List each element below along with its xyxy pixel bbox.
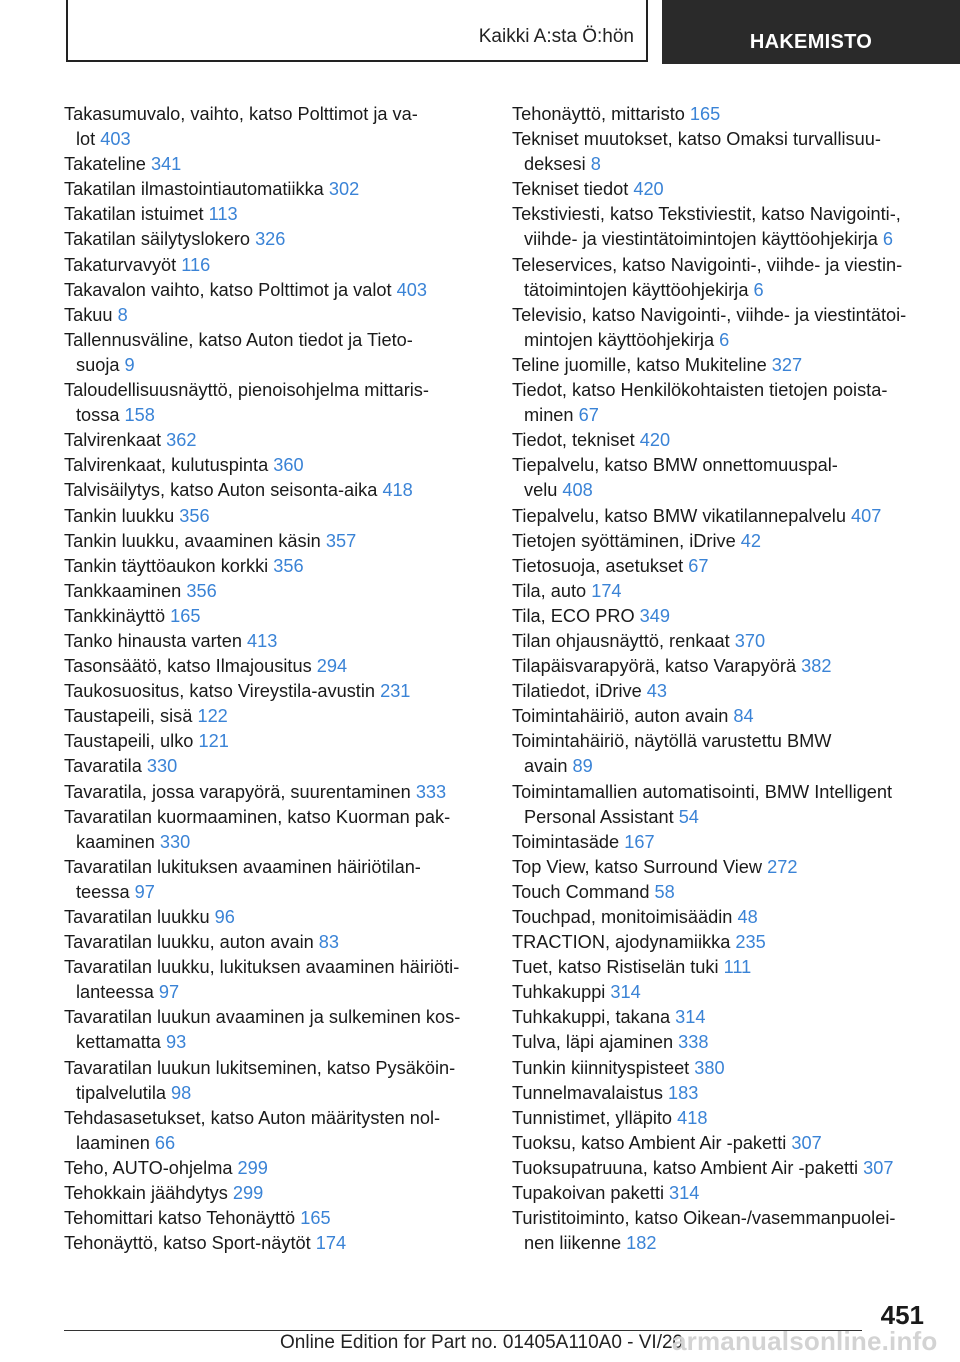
index-entry	[64, 227, 484, 252]
watermark: armanualsonline.info	[672, 1326, 938, 1356]
entry-text: avain	[524, 756, 573, 777]
index-entry	[512, 529, 932, 554]
page-link[interactable]: 84	[733, 706, 754, 727]
index-entry	[64, 629, 484, 654]
page-link[interactable]: 413	[247, 630, 278, 651]
page-link[interactable]: 48	[737, 907, 758, 927]
entry-text: Takatilan ilmastointiautomatiikka	[64, 179, 329, 200]
page-link[interactable]: 333	[415, 781, 447, 802]
entry-text: tossa	[76, 405, 125, 426]
page-link[interactable]: 338	[678, 1032, 709, 1053]
entry-text: tipalvelutila	[76, 1082, 172, 1103]
index-entry	[64, 955, 484, 1005]
page-link[interactable]: 370	[734, 630, 766, 651]
page-link[interactable]: 167	[624, 831, 655, 852]
entry-text: Tiepalvelu, katso BMW vikatilannepalvelu	[512, 505, 851, 526]
page-link[interactable]: 42	[740, 530, 762, 551]
index-entry	[512, 428, 932, 453]
index-entry	[512, 1106, 932, 1131]
entry-text: Tekniset tiedot	[512, 179, 634, 200]
page-link[interactable]: 97	[158, 982, 180, 1003]
entry-text: Tila, ECO PRO	[512, 605, 640, 626]
page-link[interactable]: 418	[677, 1107, 708, 1128]
index-entry	[64, 754, 484, 779]
entry-text: Tehonäyttö, mittaristo	[512, 104, 690, 124]
entry-text: Toimintasäde	[512, 831, 625, 852]
index-entry	[64, 428, 484, 453]
page-link[interactable]: 67	[578, 405, 599, 426]
index-entry	[64, 654, 484, 679]
index-entry	[64, 729, 484, 754]
page-link[interactable]: 43	[646, 681, 667, 702]
entry-text: Toimintamallien automatisointi, BMW Intelligent	[512, 781, 893, 802]
page-link[interactable]: 9	[124, 354, 135, 375]
page-link[interactable]: 299	[237, 1157, 268, 1178]
index-entry	[512, 830, 932, 855]
page-link[interactable]: 382	[801, 656, 832, 677]
index-entry	[64, 579, 484, 604]
entry-text: Tekniset muutokset, katso Omaksi turvallisuu-	[512, 129, 881, 150]
entry-text: Top View, katso Surround View	[512, 856, 768, 877]
page-link[interactable]: 67	[688, 555, 709, 576]
index-entry	[512, 554, 932, 579]
entry-text: Tunkin kiinnityspisteet	[512, 1057, 695, 1078]
index-entry	[512, 504, 932, 529]
entry-text: Toimintahäiriö, auton avain	[512, 706, 734, 727]
index-entry	[64, 1056, 484, 1106]
entry-text: Tehonäyttö, katso Sport-näytöt	[64, 1233, 316, 1254]
index-entry	[512, 177, 932, 202]
index-entry	[512, 1131, 932, 1156]
entry-text: Tiedot, katso Henkilökohtaisten tietojen poista-	[512, 380, 888, 401]
page-link[interactable]: 307	[791, 1132, 822, 1153]
entry-text: Talvirenkaat	[64, 430, 167, 451]
index-entry	[64, 504, 484, 529]
entry-text: deksesi	[524, 154, 591, 175]
entry-text: Tekstiviesti, katso Tekstiviestit, katso Navigointi-,	[512, 204, 901, 225]
index-entry	[512, 253, 932, 303]
page-link[interactable]: 58	[654, 881, 675, 902]
page-link[interactable]: 8	[117, 304, 128, 325]
entry-text: Tavaratilan luukku, lukituksen avaaminen häiriöti-	[64, 957, 460, 978]
entry-text: lot	[76, 129, 101, 150]
page-header	[0, 0, 960, 66]
index-entry	[64, 152, 484, 177]
index-entry	[64, 1206, 484, 1231]
entry-text: Takuu	[64, 304, 118, 325]
entry-text: nen liikenne	[524, 1233, 627, 1254]
entry-text: laaminen	[76, 1132, 155, 1153]
entry-text: Tietosuoja, asetukset	[512, 555, 689, 576]
index-entry	[512, 127, 932, 177]
page-link[interactable]: 349	[639, 605, 671, 626]
entry-text: Personal Assistant	[524, 806, 679, 827]
index-entry	[512, 1081, 932, 1106]
entry-text: Tankin luukku	[64, 505, 180, 526]
entry-text: Tankkaaminen	[64, 580, 187, 601]
index-entry	[64, 278, 484, 303]
page-link[interactable]: 66	[154, 1132, 176, 1153]
index-entry	[64, 1156, 484, 1181]
page-link[interactable]: 299	[232, 1183, 264, 1204]
entry-text: Takateline	[64, 154, 151, 175]
page-link[interactable]: 6	[719, 329, 730, 350]
entry-text: Teho, AUTO-ohjelma	[64, 1157, 238, 1178]
entry-text: Tavaratila	[64, 756, 147, 777]
index-entry	[512, 1030, 932, 1055]
index-entry	[64, 177, 484, 202]
entry-text: Takatilan istuimet	[64, 204, 209, 225]
entry-text: lanteessa	[76, 982, 159, 1003]
entry-text: Tiedot, tekniset	[512, 430, 640, 451]
page-link[interactable]: 408	[562, 480, 593, 501]
index-entry	[64, 679, 484, 704]
index-entry	[512, 729, 932, 779]
index-entry	[64, 303, 484, 328]
index-entry	[512, 629, 932, 654]
page-link[interactable]: 362	[166, 430, 197, 451]
page-link[interactable]: 111	[723, 957, 752, 978]
index-entry	[64, 780, 484, 805]
entry-text: viihde- ja viestintätoimintojen käyttöohjekirja	[524, 229, 883, 250]
index-entry	[64, 478, 484, 503]
entry-text: mintojen käyttöohjekirja	[524, 329, 720, 350]
page-link[interactable]: 341	[150, 154, 182, 175]
entry-text: Tavaratilan kuormaaminen, katso Kuorman pak-	[64, 806, 451, 827]
index-entry	[512, 102, 932, 127]
entry-text: Takavalon vaihto, katso Polttimot ja valot	[64, 279, 397, 300]
entry-text: TRACTION, ajodynamiikka	[512, 932, 736, 953]
index-entry	[64, 704, 484, 729]
page-link[interactable]: 326	[255, 229, 286, 250]
entry-text: Tulva, läpi ajaminen	[512, 1032, 679, 1053]
index-entry	[64, 1106, 484, 1156]
index-entry	[512, 353, 932, 378]
entry-text: suoja	[76, 354, 125, 375]
index-entry	[512, 202, 932, 252]
index-entry	[64, 930, 484, 955]
index-entry	[512, 780, 932, 830]
index-entry	[64, 604, 484, 629]
entry-text: Turistitoiminto, katso Oikean-/vasemmanpuolei-	[512, 1208, 896, 1229]
page-link[interactable]: 307	[863, 1157, 894, 1178]
index-entry	[64, 102, 484, 152]
page-link[interactable]: 314	[669, 1183, 700, 1204]
entry-text: Tuoksu, katso Ambient Air -paketti	[512, 1132, 792, 1153]
entry-text: Tilatiedot, iDrive	[512, 681, 647, 702]
index-entry	[512, 303, 932, 353]
entry-text: Touch Command	[512, 881, 655, 902]
page-link[interactable]: 231	[380, 681, 411, 702]
page-link[interactable]: 182	[626, 1233, 657, 1254]
page-number: 451	[880, 1300, 924, 1330]
section-label: Kaikki A:sta Ö:hön	[478, 26, 634, 47]
index-entry	[512, 1181, 932, 1206]
page-link[interactable]: 330	[146, 756, 178, 777]
index-entry	[512, 930, 932, 955]
page-link[interactable]: 174	[591, 580, 622, 601]
page-link[interactable]: 174	[315, 1233, 347, 1254]
entry-text: Tunnistimet, ylläpito	[512, 1107, 678, 1128]
entry-text: Tilan ohjausnäyttö, renkaat	[512, 630, 735, 651]
page-link[interactable]: 357	[325, 530, 357, 551]
page-link[interactable]: 121	[198, 731, 229, 752]
page-link[interactable]: 418	[382, 480, 413, 501]
entry-text: Taukosuositus, katso Vireystila-avustin	[64, 681, 381, 702]
index-column-right	[512, 102, 932, 1256]
entry-text: kaaminen	[76, 831, 160, 852]
page-link[interactable]: 314	[610, 982, 641, 1003]
entry-text: Tehomittari katso Tehonäyttö	[64, 1208, 301, 1229]
page-link[interactable]: 165	[689, 104, 721, 124]
page-link[interactable]: 420	[633, 179, 664, 200]
entry-text: Tankin täyttöaukon korkki	[64, 555, 274, 576]
page-link[interactable]: 235	[735, 932, 766, 953]
page-link[interactable]: 89	[572, 756, 593, 777]
index-entry	[64, 905, 484, 930]
index-column-left	[64, 102, 484, 1256]
page-link[interactable]: 122	[197, 706, 228, 727]
entry-text: Tehokkain jäähdytys	[64, 1183, 233, 1204]
index-entry	[64, 1181, 484, 1206]
index-entry	[512, 955, 932, 980]
index-entry	[64, 453, 484, 478]
index-entry	[64, 855, 484, 905]
entry-text: tätoimintojen käyttöohjekirja	[524, 279, 754, 300]
entry-text: Tila, auto	[512, 580, 592, 601]
section-tab[interactable]	[66, 0, 648, 62]
page-link[interactable]: 360	[273, 455, 304, 476]
index-entry	[64, 1005, 484, 1055]
page-link[interactable]: 407	[850, 505, 882, 526]
page-link[interactable]: 158	[124, 405, 155, 426]
index-entry	[512, 1206, 932, 1256]
entry-text: Tanko hinausta varten	[64, 630, 248, 651]
index-entry	[512, 1005, 932, 1030]
page-link[interactable]: 165	[170, 605, 201, 626]
page-link[interactable]: 98	[171, 1082, 192, 1103]
page-link[interactable]: 356	[186, 580, 217, 601]
entry-text: Tavaratilan luukun lukitseminen, katso Pysäköin-	[64, 1057, 456, 1078]
entry-text: Tavaratila, jossa varapyörä, suurentaminen	[64, 781, 416, 802]
page-link[interactable]: 6	[753, 279, 764, 300]
entry-text: Teline juomille, katso Mukiteline	[512, 354, 772, 375]
index-entry	[64, 1231, 484, 1256]
page-link[interactable]: 272	[767, 856, 798, 877]
page-link[interactable]: 113	[208, 204, 238, 225]
entry-text: Tuet, katso Ristiselän tuki	[512, 957, 724, 978]
entry-text: Taustapeili, sisä	[64, 706, 198, 727]
page-link[interactable]: 97	[134, 881, 155, 902]
index-entry	[512, 579, 932, 604]
entry-text: Tallennusväline, katso Auton tiedot ja Tieto-	[64, 329, 413, 350]
index-entry	[512, 855, 932, 880]
index-entry	[512, 378, 932, 428]
entry-text: Talvirenkaat, kulutuspinta	[64, 455, 274, 476]
page-link[interactable]: 165	[300, 1208, 331, 1229]
page-link[interactable]: 420	[639, 430, 671, 451]
page-link[interactable]: 330	[159, 831, 191, 852]
index-tab[interactable]: HAKEMISTO	[662, 0, 960, 64]
entry-text: Touchpad, monitoimisäädin	[512, 907, 738, 927]
entry-text: Tupakoivan paketti	[512, 1183, 670, 1204]
index-entry	[512, 604, 932, 629]
index-entry	[64, 202, 484, 227]
entry-text: Takaturvavyöt	[64, 254, 182, 275]
index-entry	[512, 704, 932, 729]
index-entry	[512, 980, 932, 1005]
entry-text: Taloudellisuusnäyttö, pienoisohjelma mittaris-	[64, 380, 429, 401]
entry-text: Takatilan säilytyslokero	[64, 229, 256, 250]
page-link[interactable]: 6	[882, 229, 893, 250]
page-link[interactable]: 403	[396, 279, 427, 300]
index-entry	[512, 1156, 932, 1181]
entry-text: Tiepalvelu, katso BMW onnettomuuspal-	[512, 455, 838, 476]
index-entry	[512, 880, 932, 905]
index-entry	[64, 529, 484, 554]
entry-text: Toimintahäiriö, näytöllä varustettu BMW	[512, 731, 832, 752]
page-link[interactable]: 294	[316, 656, 348, 677]
edition-text: Online Edition for Part no. 01405A110A0 - VI/20	[280, 1332, 684, 1353]
page-link[interactable]: 83	[318, 932, 340, 953]
entry-text: Talvisäilytys, katso Auton seisonta-aika	[64, 480, 383, 501]
entry-text: Tehdasasetukset, katso Auton määritysten nol-	[64, 1107, 441, 1128]
index-entry	[512, 1056, 932, 1081]
page-link[interactable]: 96	[214, 907, 235, 927]
index-entry	[64, 554, 484, 579]
page-link[interactable]: 8	[590, 154, 601, 175]
entry-text: Tankkinäyttö	[64, 605, 171, 626]
page-link[interactable]: 356	[179, 505, 210, 526]
entry-text: Tuhkakuppi	[512, 982, 611, 1003]
index-entry	[64, 253, 484, 278]
page-link[interactable]: 183	[668, 1082, 699, 1103]
entry-text: Tunnelmavalaistus	[512, 1082, 669, 1103]
entry-text: Tuhkakuppi, takana	[512, 1007, 676, 1028]
page-link[interactable]: 302	[328, 179, 360, 200]
page-link[interactable]: 327	[771, 354, 803, 375]
entry-text: Tietojen syöttäminen, iDrive	[512, 530, 741, 551]
entry-text: velu	[524, 480, 563, 501]
page-link[interactable]: 93	[165, 1032, 187, 1053]
entry-text: Tavaratilan luukun avaaminen ja sulkeminen kos-	[64, 1007, 461, 1028]
page-link[interactable]: 356	[273, 555, 304, 576]
entry-text: Taustapeili, ulko	[64, 731, 199, 752]
entry-text: Teleservices, katso Navigointi-, viihde- ja viestin-	[512, 254, 903, 275]
entry-text: minen	[524, 405, 579, 426]
page-link[interactable]: 403	[100, 129, 131, 150]
entry-text: teessa	[76, 881, 135, 902]
index-entry	[64, 805, 484, 855]
index-entry	[512, 905, 932, 930]
index-entry	[512, 679, 932, 704]
index-entry	[64, 328, 484, 378]
page-link[interactable]: 314	[675, 1007, 706, 1028]
entry-text: Tasonsäätö, katso Ilmajousitus	[64, 656, 317, 677]
entry-text: Tuoksupatruuna, katso Ambient Air -paketti	[512, 1157, 864, 1178]
index-entry	[512, 654, 932, 679]
entry-text: Tavaratilan luukku, auton avain	[64, 932, 319, 953]
entry-text: Tavaratilan lukituksen avaaminen häiriötilan-	[64, 856, 421, 877]
entry-text: Televisio, katso Navigointi-, viihde- ja viestintätoi-	[512, 304, 907, 325]
index-entry	[64, 378, 484, 428]
page-link[interactable]: 54	[678, 806, 699, 827]
page-link[interactable]: 380	[694, 1057, 725, 1078]
index-entry	[512, 453, 932, 503]
entry-text: Tankin luukku, avaaminen käsin	[64, 530, 326, 551]
page-link[interactable]: 116	[181, 254, 211, 275]
entry-text: Tavaratilan luukku	[64, 907, 215, 927]
entry-text: Tilapäisvarapyörä, katso Varapyörä	[512, 656, 802, 677]
entry-text: kettamatta	[76, 1032, 166, 1053]
entry-text: Takasumuvalo, vaihto, katso Polttimot ja va-	[64, 104, 418, 124]
